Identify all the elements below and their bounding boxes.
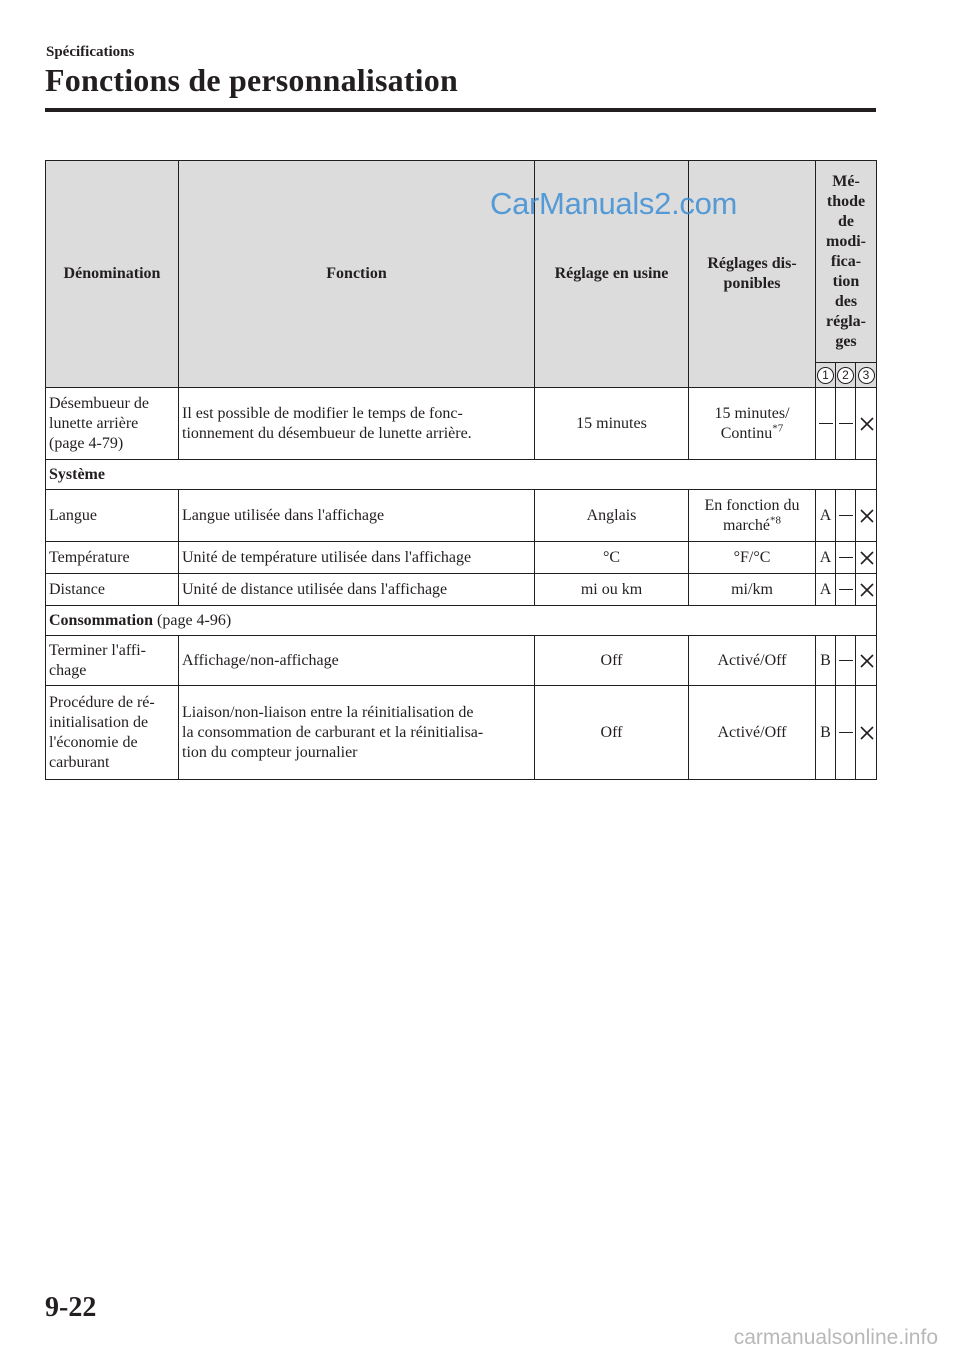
available-settings: En fonction du marché$^{*8}$ (689, 490, 816, 542)
method-1-cell: A (816, 574, 836, 606)
factory-setting: Off (535, 636, 689, 686)
not-applicable-cross-icon (859, 550, 875, 566)
table-row (46, 388, 877, 460)
not-applicable-cross-icon (859, 582, 875, 598)
setting-name: Température (46, 542, 179, 574)
table-row (46, 574, 877, 606)
page-number: 9-22 (45, 1292, 97, 1323)
title-rule (45, 108, 876, 112)
method-3-cell (856, 636, 877, 686)
method-3-cell (856, 686, 877, 780)
dash-mark (839, 557, 853, 558)
table-body (46, 388, 877, 780)
setting-function: Il est possible de modifier le temps de fonc- tionnement du désembueur de lunette arrière. (179, 388, 535, 460)
method-1-cell: A (816, 490, 836, 542)
setting-name: Désembueur de lunette arrière (page 4-79) (46, 388, 179, 460)
setting-name: Distance (46, 574, 179, 606)
method-3-cell (856, 388, 877, 460)
method-1-cell: B (816, 686, 836, 780)
not-applicable-cross-icon (859, 725, 875, 741)
setting-function: Unité de température utilisée dans l'affichage (179, 542, 535, 574)
footnote-ref: *8 (770, 514, 782, 527)
not-applicable-cross-icon (859, 416, 875, 432)
available-settings: Activé/Off (689, 636, 816, 686)
section-heading: Système (46, 460, 877, 490)
dash-mark (819, 423, 833, 424)
factory-setting: °C (535, 542, 689, 574)
method-col-1: 1 (816, 363, 836, 388)
section-heading: Consommation (page 4-96) (46, 606, 877, 636)
setting-name: Langue (46, 490, 179, 542)
method-3-cell (856, 574, 877, 606)
setting-function: Langue utilisée dans l'affichage (179, 490, 535, 542)
table-row (46, 636, 877, 686)
setting-function: Liaison/non-liaison entre la réinitialisation de la consommation de carburant et la réinitialisa- tion du compteur journalier (179, 686, 535, 780)
customization-table (45, 160, 877, 780)
header-row (46, 161, 877, 363)
method-3-cell (856, 542, 877, 574)
table-row (46, 490, 877, 542)
available-settings: °F/°C (689, 542, 816, 574)
factory-setting: Anglais (535, 490, 689, 542)
factory-setting: 15 minutes (535, 388, 689, 460)
method-2-cell (836, 574, 856, 606)
method-2-cell (836, 686, 856, 780)
page-title: Fonctions de personnalisation (45, 62, 458, 98)
available-settings: 15 minutes/ Continu$^{*7}$ (689, 388, 816, 460)
setting-name: Procédure de ré- initialisation de l'économie de carburant (46, 686, 179, 780)
factory-setting: Off (535, 686, 689, 780)
available-settings: mi/km (689, 574, 816, 606)
section-label: Spécifications (46, 44, 135, 60)
dash-mark (839, 515, 853, 516)
method-1-cell (816, 388, 836, 460)
dash-mark (839, 660, 853, 661)
header-name: Dénomination (46, 161, 179, 388)
method-1-cell: A (816, 542, 836, 574)
method-2-cell (836, 636, 856, 686)
not-applicable-cross-icon (859, 508, 875, 524)
header-function: Fonction (179, 161, 535, 388)
watermark: CarManuals2.com (490, 186, 738, 221)
not-applicable-cross-icon (859, 653, 875, 669)
footnote-ref: *7 (772, 422, 784, 435)
dash-mark (839, 423, 853, 424)
footer-site: carmanualsonline.info (733, 1326, 938, 1349)
header-method: Mé- thode de modi- fica- tion des régla- ges (816, 161, 877, 363)
method-col-2: 2 (836, 363, 856, 388)
method-1-cell: B (816, 636, 836, 686)
factory-setting: mi ou km (535, 574, 689, 606)
setting-function: Affichage/non-affichage (179, 636, 535, 686)
method-2-cell (836, 490, 856, 542)
method-col-3: 3 (856, 363, 877, 388)
setting-function: Unité de distance utilisée dans l'affichage (179, 574, 535, 606)
setting-name: Terminer l'affi- chage (46, 636, 179, 686)
table-row (46, 686, 877, 780)
method-2-cell (836, 542, 856, 574)
available-settings: Activé/Off (689, 686, 816, 780)
header-available-settings: Réglages dis- ponibles (689, 161, 816, 388)
table-row (46, 542, 877, 574)
section-row (46, 606, 877, 636)
header-factory-setting: Réglage en usine (535, 161, 689, 388)
method-2-cell (836, 388, 856, 460)
dash-mark (839, 589, 853, 590)
section-row (46, 460, 877, 490)
method-3-cell (856, 490, 877, 542)
dash-mark (839, 732, 853, 733)
